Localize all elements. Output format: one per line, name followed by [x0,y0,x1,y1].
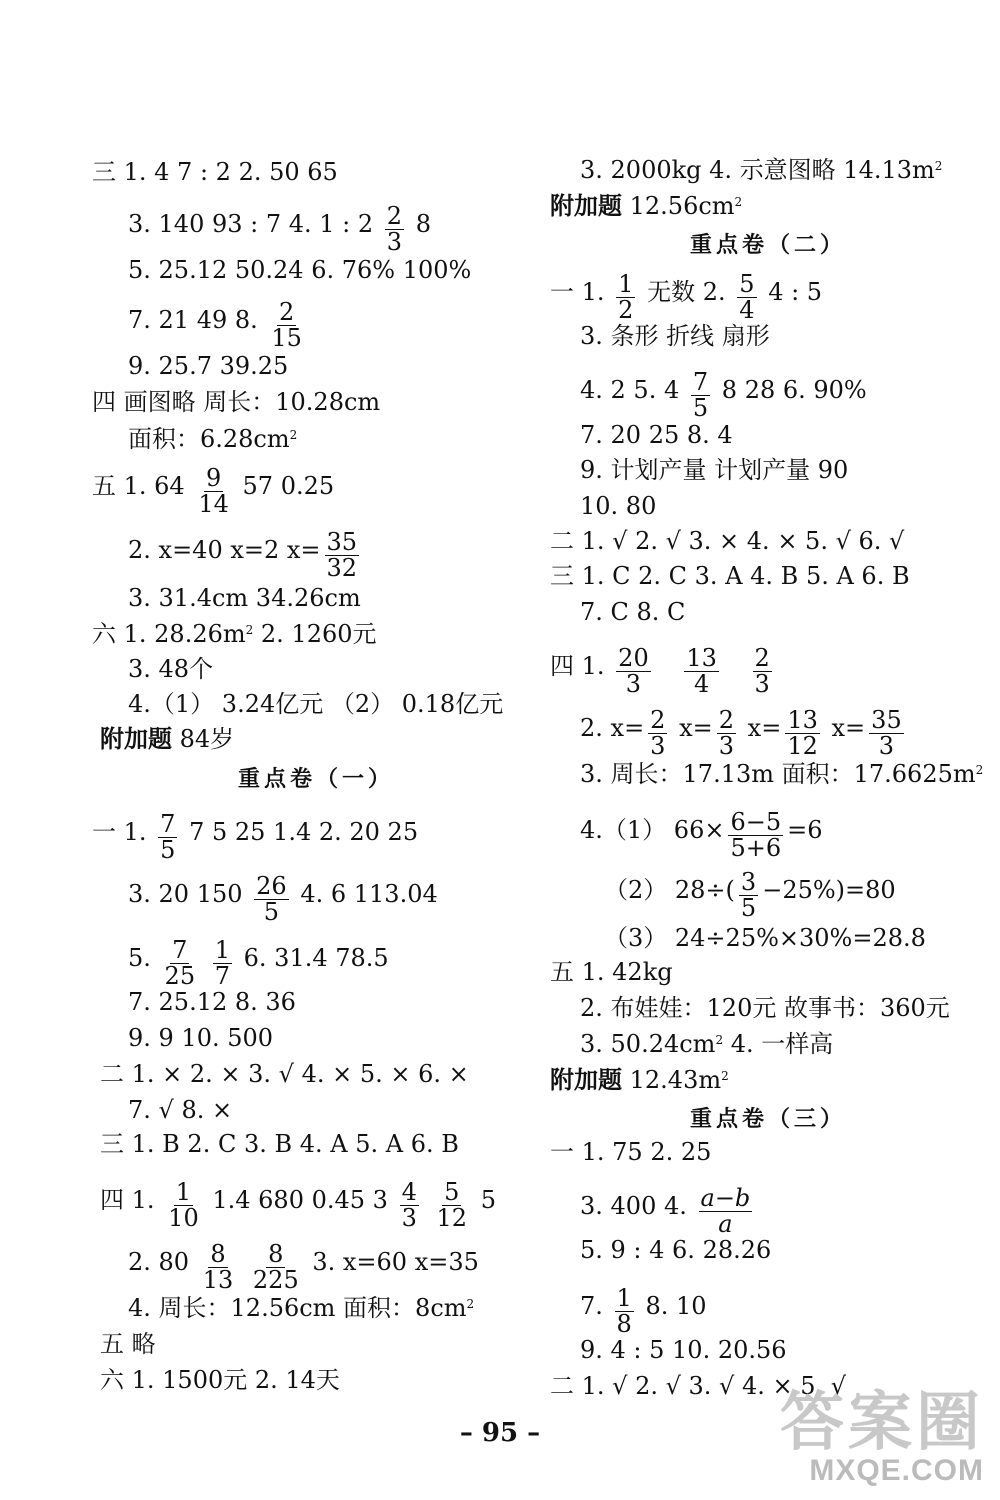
answer-text: 3. x=60 x=35 [312,1248,479,1276]
fraction: $\frac{a-b}{a}$ [700,1184,751,1238]
answer-line: 7. 25.12 8. 36 [128,988,296,1016]
section-title: 重点卷（一） [238,766,395,792]
answer-line [580,1182,756,1238]
answer-text: 4. 周长：12.56cm 面积：8cm [128,1294,467,1322]
answer-line: 9. 计划产量 计划产量 90 [580,456,849,484]
answer-line: 二 1. × 2. × 3. √ 4. × 5. × 6. × [100,1060,469,1088]
fraction: $\frac{2}{3}$ [754,644,770,698]
fraction: $\frac{5}{12}$ [436,1178,468,1232]
answer-line: 10. 80 [580,492,657,520]
answer-line [604,866,896,922]
answer-text: 7. 21 49 8. [128,306,258,334]
answer-text: 4 : 5 [768,278,823,306]
fraction: $\frac{35}{3}$ [871,706,902,760]
answer-line [580,156,942,184]
answer-line: 一 1. 75 2. 25 [550,1138,712,1166]
answer-text: 面积：6.28cm [128,425,290,453]
answer-text: （2） 28÷( [604,876,735,904]
answer-text: 5. [128,944,151,972]
superscript: 2 [934,159,943,173]
answer-line [128,1238,479,1294]
answer-line [128,1294,474,1322]
fraction: $\frac{1}{8}$ [616,1284,632,1338]
answer-text: 2. x=40 x=2 x= [128,536,321,564]
bonus-label: 附加题 [550,191,622,220]
fraction: $\frac{4}{3}$ [401,1178,417,1232]
answer-text: 7. [580,1292,603,1320]
fraction: $\frac{2}{3}$ [650,706,666,760]
answer-text: 3. 140 93 : 7 4. 1 : 2 [128,210,374,238]
answer-text: 无数 2. [647,278,726,306]
answer-line: 五 1. 42kg [550,958,673,986]
answer-line: 三 1. B 2. C 3. B 4. A 5. A 6. B [100,1130,459,1158]
answer-line [580,806,823,862]
answer-line: （3） 24÷25%×30%=28.8 [604,924,926,952]
answer-line: 7. C 8. C [580,598,686,626]
bonus-value: 84岁 [179,725,235,753]
answer-text: 4. 6 113.04 [300,880,438,908]
watermark-logo [780,1386,984,1488]
answer-line [580,1030,833,1058]
fraction: $\frac{7}{5}$ [160,810,176,864]
answer-line [550,268,823,324]
fraction: $\frac{1}{2}$ [618,270,634,324]
answer-text: 四 1. [100,1186,155,1214]
superscript: 2 [466,1297,475,1311]
superscript: 2 [715,1033,724,1047]
answer-line: 5. 25.12 50.24 6. 76% 100% [128,256,472,284]
answer-line: 三 1. C 2. C 3. A 4. B 5. A 6. B [550,562,910,590]
superscript: 2 [289,428,298,442]
bonus-label: 附加题 [550,1065,622,1094]
answer-line: 5. 9 : 4 6. 28.26 [580,1236,772,1264]
answer-text: 4. 2 5. 4 [580,376,680,404]
answer-text: 57 0.25 [242,472,335,500]
answer-text: 四 1. [550,652,605,680]
answer-text: 一 1. [550,278,605,306]
answer-line: 二 1. √ 2. √ 3. × 4. × 5. √ 6. √ [550,527,905,555]
watermark-text: 答案圈 [780,1386,984,1458]
answer-line: 2. 布娃娃：120元 故事书：360元 [580,994,950,1022]
fraction: $\frac{3}{5}$ [740,868,757,922]
answer-line [92,620,377,648]
answer-text: −25%)=80 [762,876,896,904]
answer-text: 2. 80 [128,1248,190,1276]
answer-line [128,526,363,582]
answer-text: 2. 1260元 [253,620,377,648]
fraction: $\frac{6-5}{5+6}$ [730,808,782,862]
answer-line: 7. 20 25 8. 4 [580,421,733,449]
answer-line [100,1176,496,1232]
fraction: $\frac{35}{32}$ [326,528,358,582]
fraction: $\frac{2}{15}$ [271,298,302,352]
fraction: $\frac{7}{5}$ [692,368,709,422]
answer-line: 7. √ 8. × [128,1096,233,1124]
fraction: $\frac{5}{4}$ [739,270,755,324]
answer-line [580,366,867,422]
bonus-line [550,1066,729,1094]
fraction: $\frac{13}{4}$ [686,644,717,698]
fraction: $\frac{2}{3}$ [386,202,403,256]
answer-text: 4. 一样高 [723,1030,834,1058]
fraction: $\frac{9}{14}$ [198,464,229,518]
fraction: $\frac{7}{25}$ [164,936,196,990]
fraction: $\frac{2}{3}$ [718,706,735,760]
answer-text: 3. 2000kg 4. 示意图略 14.13m [580,156,935,184]
section-title: 重点卷（二） [690,232,847,258]
superscript: 2 [245,623,254,637]
answer-text: 7 5 25 1.4 2. 20 25 [189,818,419,846]
answer-line: 四 画图略 周长：10.28cm [92,388,381,416]
answer-line: 三 1. 4 7 : 2 2. 50 65 [92,158,338,186]
answer-text: =6 [787,816,823,844]
answer-text: 8 [415,210,431,238]
answer-text: 6. 31.4 78.5 [243,944,389,972]
answer-text: 3. 周长：17.13m 面积：17.6625m [580,760,976,788]
fraction: $\frac{13}{12}$ [787,706,818,760]
answer-line [92,808,419,864]
superscript: 2 [975,763,984,777]
section-title: 重点卷（三） [690,1106,847,1132]
answer-text: x= [679,714,713,742]
superscript: 2 [734,195,743,209]
answer-line: 9. 25.7 39.25 [128,352,289,380]
answer-line [580,704,908,760]
fraction: $\frac{8}{225}$ [252,1240,299,1294]
answer-line [128,200,431,256]
answer-line: 五 略 [100,1330,156,1358]
answer-line: 3. 48个 [128,655,214,683]
answer-text: 3. 50.24cm [580,1030,716,1058]
answer-text: 3. 20 150 [128,880,243,908]
answer-line [92,462,335,518]
answer-text: 8 28 6. 90% [721,376,867,404]
answer-text: 5 [480,1186,496,1214]
bonus-value: 12.43m [629,1066,722,1094]
answer-text: 六 1. 28.26m [92,620,246,648]
answer-text: 8. 10 [645,1292,707,1320]
bonus-label: 附加题 [100,724,172,753]
fraction: $\frac{1}{7}$ [214,936,231,990]
fraction: $\frac{1}{10}$ [168,1178,199,1232]
page-number: – 95 – [459,1418,541,1448]
watermark-url: MXQE.COM [809,1454,984,1487]
answer-line [128,870,438,926]
answer-line: 3. 31.4cm 34.26cm [128,584,361,612]
answer-text: 3. 400 4. [580,1192,687,1220]
fraction: $\frac{26}{5}$ [256,872,287,926]
answer-text: x= [747,714,782,742]
answer-text: 一 1. [92,818,147,846]
answer-line: 4.（1） 3.24亿元 （2） 0.18亿元 [128,690,504,718]
answer-line: 9. 4 : 5 10. 20.56 [580,1336,787,1364]
answer-text: 1.4 680 0.45 3 [212,1186,388,1214]
answer-text: x= [831,714,866,742]
answer-line [550,642,776,698]
bonus-line [100,725,234,753]
answer-text: 2. x= [580,714,645,742]
answer-text: 4.（1） 66× [580,816,725,844]
answer-text: 五 1. 64 [92,472,185,500]
answer-line: 9. 9 10. 500 [128,1024,274,1052]
answer-line [580,1282,707,1338]
fraction: $\frac{8}{13}$ [202,1240,234,1294]
answer-line [128,296,308,352]
answer-line [128,425,297,453]
fraction: $\frac{20}{3}$ [618,644,649,698]
superscript: 2 [721,1069,729,1083]
answer-line: 二 1. √ 2. √ 3. √ 4. × 5. √ [550,1372,847,1400]
answer-line: 六 1. 1500元 2. 14天 [100,1366,340,1394]
bonus-value: 12.56cm [629,192,735,220]
answer-line: 3. 条形 折线 扇形 [580,322,770,350]
answer-line [128,934,389,990]
answer-line [580,760,983,788]
bonus-line [550,192,742,220]
